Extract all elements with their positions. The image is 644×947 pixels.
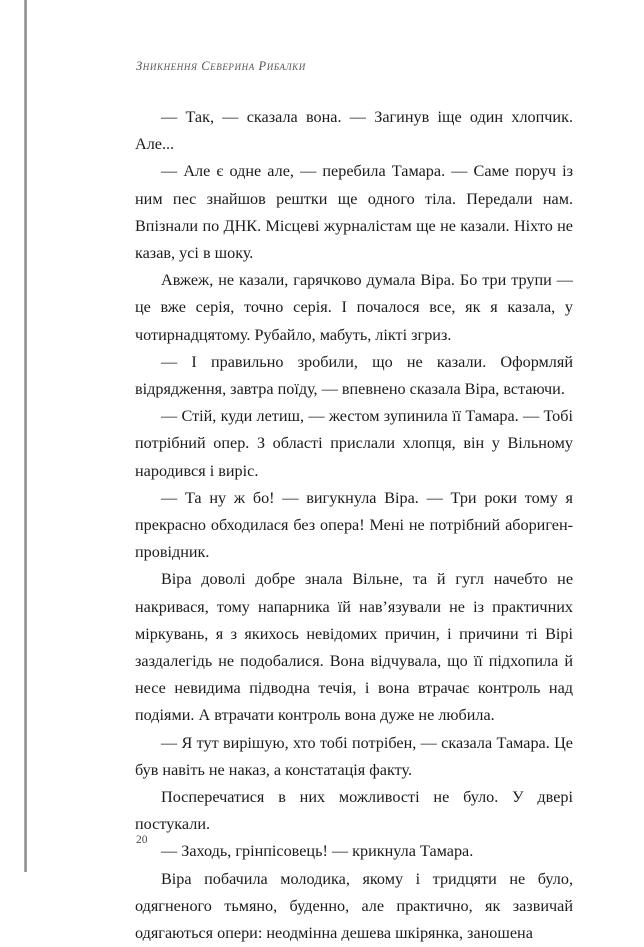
paragraph: Посперечатися в них можливості не було. У двері постукали.	[135, 788, 573, 834]
paragraph: — Заходь, грінпісовець! — крикнула Тамара.	[161, 842, 474, 861]
paragraph: — І правильно зробили, що не казали. Оформляй відрядження, завтра поїду, — впевнено сказала Віра, встаючи.	[135, 352, 573, 399]
paragraph: Авжеж, не казали, гарячково думала Віра. Бо три трупи — це вже серія, точно серія. І почалося все, як я казала, у чотирнадцятому. Рубайло, мабуть, лікті згриз.	[135, 271, 573, 344]
paragraph: — Стій, куди летиш, — жестом зупинила її Тамара. — Тобі потрібний опер. З області прислали хлопця, він у Вільному народився і виріс.	[135, 407, 573, 480]
paragraph: Віра доволі добре знала Вільне, та й гугл начебто не накривася, тому напарника їй нав’язували не із практичних міркувань, я з якихось невідомих причин, і причини ті Вірі заздалегідь не подобалися. Вона відчувала, що її підхопила й несе невидима підводна течія, і вона втрачає контроль над подіями. А втрачати контроль вона дуже не любила.	[135, 570, 573, 725]
page-number: 20	[136, 834, 148, 846]
paragraph: — Я тут вирішую, хто тобі потрібен, — сказала Тамара. Це був навіть не наказ, а констатація факту.	[135, 733, 573, 779]
paragraph: — Так, — сказала вона. — Загинув іще один хлопчик. Але...	[135, 108, 573, 154]
body-text-block	[135, 104, 573, 947]
paragraph: — Та ну ж бо! — вигукнула Віра. — Три роки тому я прекрасно обходилася без опера! Мені не потрібний абориген-провідник.	[135, 488, 573, 562]
running-head: Зникнення Северина Рибалки	[136, 59, 306, 73]
paragraph: Віра побачила молодика, якому і тридцяти не було, одягненого тьмяно, буденно, але практично, як зазвичай одягаються опери: неодмінна дешева шкірянка, заношена	[135, 869, 573, 943]
paragraph: — Але є одне але, — перебила Тамара. — Саме поруч із ним пес знайшов рештки ще одного тіла. Передали нам. Впізнали по ДНК. Місцеві журналістам ще не казали. Ніхто не казав, усі в шоку.	[135, 162, 573, 263]
page-gutter-line	[24, 0, 27, 872]
